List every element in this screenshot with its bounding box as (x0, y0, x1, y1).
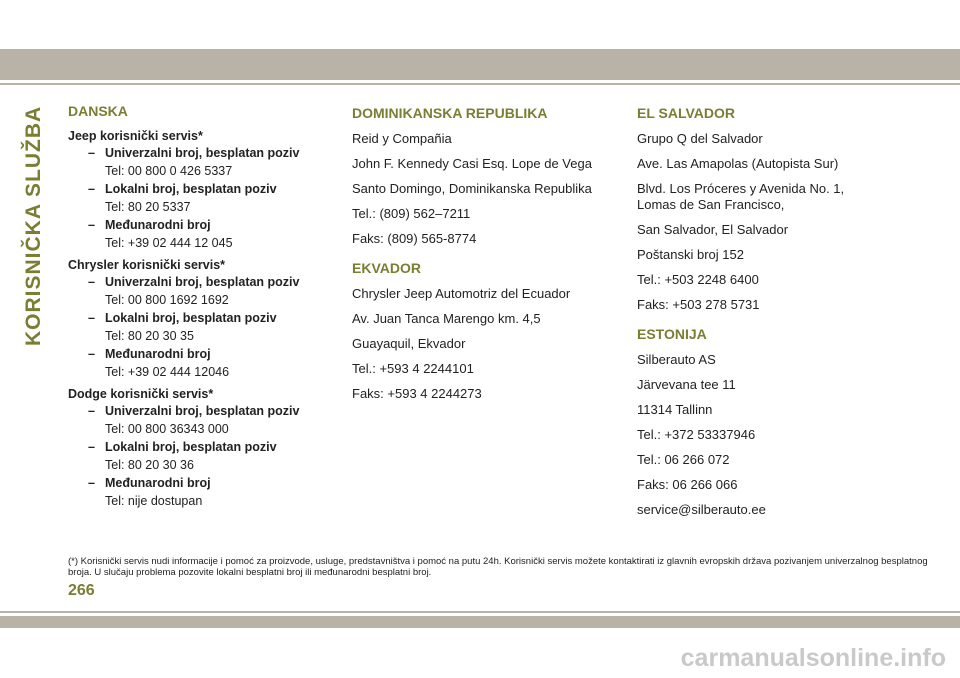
column-el-salvador-estonija (637, 102, 927, 518)
item-value: Tel: 00 800 36343 000 (105, 422, 229, 436)
item-value: Tel: 00 800 1692 1692 (105, 293, 229, 307)
item-title: – Univerzalni broj, besplatan poziv (88, 404, 300, 418)
fax-line: Faks: +593 4 2244273 (352, 386, 482, 401)
item-value: Tel: 80 20 5337 (105, 200, 191, 214)
fax-line: Faks: +503 278 5731 (637, 297, 760, 312)
item-value: Tel: nije dostupan (105, 494, 203, 508)
phone-line: Tel.: +593 4 2244101 (352, 361, 474, 376)
phone-line: Tel.: +372 53337946 (637, 427, 756, 442)
item-title: – Univerzalni broj, besplatan poziv (88, 275, 300, 289)
group-label: Jeep korisnički servis* (68, 129, 203, 143)
address-line: Blvd. Los Próceres y Avenida No. 1, Lomas de San Francisco, (637, 181, 845, 212)
address-line: Grupo Q del Salvador (637, 131, 763, 146)
group-jeep (68, 128, 338, 253)
column-danska (68, 102, 338, 511)
address-line: Guayaquil, Ekvador (352, 336, 466, 351)
address-line: 11314 Tallinn (637, 402, 713, 417)
heading-danska: DANSKA (68, 103, 128, 119)
heading-estonija: ESTONIJA (637, 326, 707, 342)
address-line: Av. Juan Tanca Marengo km. 4,5 (352, 311, 541, 326)
top-band (0, 49, 960, 80)
phone-line: Tel.: +503 2248 6400 (637, 272, 759, 287)
address-line: Chrysler Jeep Automotriz del Ecuador (352, 286, 571, 301)
address-line: Järvevana tee 11 (637, 377, 736, 392)
group-chrysler (68, 257, 338, 382)
phone-line: Tel.: 06 266 072 (637, 452, 730, 467)
postal-line: Poštanski broj 152 (637, 247, 744, 262)
item-title: – Univerzalni broj, besplatan poziv (88, 146, 300, 160)
top-divider (0, 83, 960, 85)
bottom-band (0, 616, 960, 628)
heading-el-salvador: EL SALVADOR (637, 105, 736, 121)
email-line: service@silberauto.ee (637, 502, 766, 517)
item-title: – Međunarodni broj (88, 476, 211, 490)
fax-line: Faks: 06 266 066 (637, 477, 738, 492)
group-label: Dodge korisnički servis* (68, 387, 214, 401)
page-number: 266 (68, 582, 95, 599)
group-label: Chrysler korisnički servis* (68, 258, 226, 272)
heading-dominikanska-republika: DOMINIKANSKA REPUBLIKA (352, 105, 548, 121)
item-title: – Lokalni broj, besplatan poziv (88, 440, 277, 454)
watermark: carmanualsonline.info (680, 644, 946, 672)
item-title: – Lokalni broj, besplatan poziv (88, 311, 277, 325)
item-value: Tel: 80 20 30 36 (105, 458, 194, 472)
address-line: Santo Domingo, Dominikanska Republika (352, 181, 592, 196)
item-value: Tel: 00 800 0 426 5337 (105, 164, 233, 178)
phone-line: Tel.: (809) 562–7211 (352, 206, 471, 221)
item-value: Tel: +39 02 444 12 045 (105, 236, 233, 250)
bottom-divider (0, 611, 960, 613)
address-line: Ave. Las Amapolas (Autopista Sur) (637, 156, 839, 171)
heading-ekvador: EKVADOR (352, 260, 421, 276)
item-value: Tel: 80 20 30 35 (105, 329, 194, 343)
footnote: (*) Korisnički servis nudi informacije i pomoć za proizvode, usluge, predstavništva i pomoć na putu 24h. Korisnički servis možete kontaktirati iz glavnih evropskih država pozivanjem univerzalnog besplatnog broja. U slučaju problema pozovite lokalni besplatni broj ili međunarodni besplatni broj. (68, 556, 928, 578)
item-value: Tel: +39 02 444 12046 (105, 365, 230, 379)
address-line: San Salvador, El Salvador (637, 222, 789, 237)
fax-line: Faks: (809) 565-8774 (352, 231, 477, 246)
address-line: John F. Kennedy Casi Esq. Lope de Vega (352, 156, 592, 171)
item-title: – Međunarodni broj (88, 218, 211, 232)
address-line: Reid y Compañia (352, 131, 452, 146)
address-line: Silberauto AS (637, 352, 716, 367)
group-dodge (68, 386, 338, 511)
item-title: – Lokalni broj, besplatan poziv (88, 182, 277, 196)
column-dominikanska-ekvador (352, 102, 627, 402)
side-section-title: KORISNIČKA SLUŽBA (22, 105, 45, 346)
item-title: – Međunarodni broj (88, 347, 211, 361)
